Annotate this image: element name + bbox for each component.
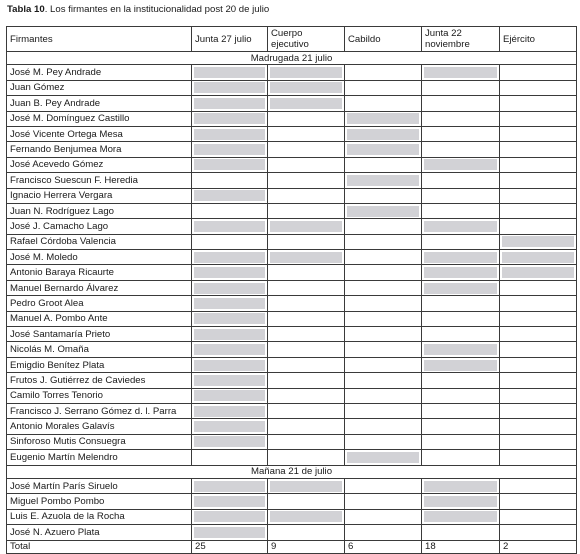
membership-cell	[345, 203, 422, 218]
membership-shade	[194, 511, 265, 522]
table-row	[7, 450, 577, 465]
header-cabildo: Cabildo	[345, 27, 422, 52]
membership-cell	[345, 219, 422, 234]
header-row	[7, 27, 577, 52]
membership-shade	[270, 221, 342, 232]
section-row	[7, 52, 577, 65]
membership-cell	[422, 111, 500, 126]
table-row	[7, 419, 577, 434]
membership-cell	[268, 311, 345, 326]
membership-cell	[268, 265, 345, 280]
membership-cell	[192, 203, 268, 218]
membership-cell	[345, 478, 422, 493]
table-row	[7, 173, 577, 188]
membership-cell	[345, 509, 422, 524]
membership-cell	[500, 342, 577, 357]
table-row	[7, 525, 577, 540]
membership-cell	[268, 173, 345, 188]
signatory-name: José Acevedo Gómez	[7, 157, 192, 172]
membership-cell	[268, 478, 345, 493]
table-row	[7, 403, 577, 418]
membership-cell	[422, 357, 500, 372]
membership-cell	[192, 525, 268, 540]
signatory-name: Camilo Torres Tenorio	[7, 388, 192, 403]
membership-cell	[422, 96, 500, 111]
membership-cell	[192, 434, 268, 449]
membership-shade	[347, 206, 419, 217]
signatory-name: Pedro Groot Alea	[7, 296, 192, 311]
membership-cell	[500, 327, 577, 342]
membership-cell	[345, 234, 422, 249]
membership-cell	[500, 403, 577, 418]
membership-cell	[500, 311, 577, 326]
membership-cell	[345, 280, 422, 295]
signatory-name: José J. Camacho Lago	[7, 219, 192, 234]
membership-cell	[500, 373, 577, 388]
membership-shade	[194, 221, 265, 232]
membership-shade	[270, 481, 342, 492]
membership-cell	[500, 219, 577, 234]
membership-cell	[192, 80, 268, 95]
membership-cell	[192, 373, 268, 388]
membership-cell	[345, 142, 422, 157]
table-row	[7, 234, 577, 249]
membership-cell	[345, 126, 422, 141]
membership-cell	[192, 219, 268, 234]
membership-shade	[194, 159, 265, 170]
membership-shade	[194, 113, 265, 124]
membership-cell	[422, 188, 500, 203]
membership-shade	[347, 175, 419, 186]
membership-shade	[502, 236, 574, 247]
membership-cell	[345, 111, 422, 126]
membership-cell	[268, 157, 345, 172]
membership-cell	[192, 296, 268, 311]
membership-cell	[268, 250, 345, 265]
signatory-name: Juan B. Pey Andrade	[7, 96, 192, 111]
total-row	[7, 540, 577, 553]
membership-cell	[345, 311, 422, 326]
table-row	[7, 327, 577, 342]
signatory-name: José Santamaría Prieto	[7, 327, 192, 342]
membership-cell	[268, 142, 345, 157]
membership-cell	[268, 327, 345, 342]
membership-cell	[192, 419, 268, 434]
membership-cell	[268, 96, 345, 111]
membership-cell	[500, 126, 577, 141]
membership-cell	[500, 111, 577, 126]
membership-cell	[192, 265, 268, 280]
table-caption	[7, 4, 269, 16]
membership-shade	[270, 67, 342, 78]
membership-shade	[424, 344, 497, 355]
membership-cell	[268, 357, 345, 372]
membership-shade	[194, 298, 265, 309]
membership-cell	[192, 311, 268, 326]
membership-cell	[500, 80, 577, 95]
membership-cell	[500, 234, 577, 249]
membership-cell	[192, 478, 268, 493]
membership-cell	[422, 509, 500, 524]
membership-cell	[345, 157, 422, 172]
header-junta-27-julio: Junta 27 julio	[192, 27, 268, 52]
membership-shade	[194, 527, 265, 538]
membership-cell	[422, 265, 500, 280]
membership-cell	[422, 250, 500, 265]
membership-cell	[192, 234, 268, 249]
membership-shade	[194, 344, 265, 355]
membership-cell	[345, 188, 422, 203]
signatory-name: Manuel Bernardo Álvarez	[7, 280, 192, 295]
membership-cell	[422, 65, 500, 80]
signatory-name: Frutos J. Gutiérrez de Caviedes	[7, 373, 192, 388]
membership-cell	[345, 250, 422, 265]
membership-cell	[422, 311, 500, 326]
membership-cell	[422, 296, 500, 311]
membership-cell	[422, 373, 500, 388]
signatories-table	[6, 26, 577, 554]
table-row	[7, 311, 577, 326]
membership-cell	[268, 203, 345, 218]
membership-cell	[192, 142, 268, 157]
section-row	[7, 465, 577, 478]
membership-cell	[268, 373, 345, 388]
membership-cell	[192, 96, 268, 111]
membership-cell	[192, 111, 268, 126]
membership-cell	[268, 188, 345, 203]
membership-cell	[422, 419, 500, 434]
table-body	[7, 52, 577, 554]
membership-cell	[345, 373, 422, 388]
membership-cell	[500, 478, 577, 493]
membership-cell	[422, 80, 500, 95]
membership-cell	[345, 265, 422, 280]
table-row	[7, 80, 577, 95]
caption-text: . Los firmantes en la institucionalidad post 20 de julio	[44, 4, 270, 15]
membership-cell	[192, 126, 268, 141]
signatory-name: Miguel Pombo Pombo	[7, 494, 192, 509]
header-cuerpo-ejecutivo: Cuerpo ejecutivo	[268, 27, 345, 52]
membership-shade	[424, 360, 497, 371]
membership-cell	[422, 342, 500, 357]
membership-cell	[268, 126, 345, 141]
signatory-name: Fernando Benjumea Mora	[7, 142, 192, 157]
membership-shade	[347, 113, 419, 124]
membership-cell	[422, 403, 500, 418]
signatory-name: Juan N. Rodríguez Lago	[7, 203, 192, 218]
table-row	[7, 342, 577, 357]
table-row	[7, 126, 577, 141]
membership-cell	[345, 450, 422, 465]
membership-cell	[192, 388, 268, 403]
membership-cell	[268, 525, 345, 540]
membership-cell	[345, 327, 422, 342]
membership-cell	[422, 327, 500, 342]
table-row	[7, 250, 577, 265]
table-row	[7, 96, 577, 111]
membership-shade	[194, 252, 265, 263]
membership-cell	[268, 403, 345, 418]
membership-cell	[422, 173, 500, 188]
membership-cell	[268, 296, 345, 311]
table-row	[7, 296, 577, 311]
membership-cell	[422, 126, 500, 141]
membership-cell	[268, 419, 345, 434]
membership-cell	[192, 509, 268, 524]
membership-shade	[424, 252, 497, 263]
total-value: 18	[422, 540, 500, 553]
membership-cell	[345, 419, 422, 434]
membership-shade	[424, 221, 497, 232]
membership-cell	[345, 388, 422, 403]
header-firmantes: Firmantes	[7, 27, 192, 52]
membership-cell	[500, 65, 577, 80]
membership-cell	[500, 357, 577, 372]
membership-cell	[268, 111, 345, 126]
table-row	[7, 188, 577, 203]
table-row	[7, 65, 577, 80]
signatory-name: Sinforoso Mutis Consuegra	[7, 434, 192, 449]
membership-cell	[422, 450, 500, 465]
signatory-name: José Vicente Ortega Mesa	[7, 126, 192, 141]
membership-cell	[500, 296, 577, 311]
section-title: Madrugada 21 julio	[7, 52, 577, 65]
signatory-name: José N. Azuero Plata	[7, 525, 192, 540]
membership-shade	[194, 267, 265, 278]
signatory-name: Nicolás M. Omaña	[7, 342, 192, 357]
header-ejercito: Ejército	[500, 27, 577, 52]
membership-cell	[268, 388, 345, 403]
membership-cell	[500, 142, 577, 157]
membership-shade	[424, 283, 497, 294]
membership-cell	[268, 494, 345, 509]
membership-shade	[424, 67, 497, 78]
membership-shade	[194, 144, 265, 155]
membership-cell	[345, 403, 422, 418]
membership-cell	[192, 342, 268, 357]
membership-cell	[192, 188, 268, 203]
membership-shade	[424, 159, 497, 170]
membership-cell	[500, 157, 577, 172]
membership-cell	[345, 80, 422, 95]
membership-cell	[192, 280, 268, 295]
membership-cell	[422, 280, 500, 295]
membership-shade	[194, 390, 265, 401]
signatory-name: José Martín París Siruelo	[7, 478, 192, 493]
table-row	[7, 280, 577, 295]
table-row	[7, 157, 577, 172]
membership-cell	[500, 280, 577, 295]
membership-shade	[194, 82, 265, 93]
membership-cell	[268, 342, 345, 357]
membership-cell	[345, 434, 422, 449]
membership-cell	[192, 450, 268, 465]
membership-cell	[422, 478, 500, 493]
signatory-name: Ignacio Herrera Vergara	[7, 188, 192, 203]
table-row	[7, 373, 577, 388]
table-row	[7, 494, 577, 509]
total-value: 2	[500, 540, 577, 553]
membership-cell	[500, 203, 577, 218]
membership-cell	[500, 494, 577, 509]
total-value: 6	[345, 540, 422, 553]
total-value: 9	[268, 540, 345, 553]
membership-shade	[270, 98, 342, 109]
signatory-name: Eugenio Martín Melendro	[7, 450, 192, 465]
membership-shade	[347, 452, 419, 463]
table-row	[7, 509, 577, 524]
membership-cell	[500, 419, 577, 434]
membership-cell	[422, 494, 500, 509]
membership-cell	[192, 494, 268, 509]
membership-cell	[500, 388, 577, 403]
membership-cell	[345, 525, 422, 540]
signatory-name: Francisco Suescun F. Heredia	[7, 173, 192, 188]
table-row	[7, 265, 577, 280]
membership-shade	[424, 481, 497, 492]
membership-cell	[422, 234, 500, 249]
membership-cell	[422, 219, 500, 234]
membership-cell	[192, 65, 268, 80]
membership-shade	[424, 511, 497, 522]
membership-cell	[345, 96, 422, 111]
membership-cell	[345, 65, 422, 80]
membership-cell	[345, 173, 422, 188]
table-row	[7, 142, 577, 157]
membership-cell	[500, 434, 577, 449]
signatory-name: José M. Moledo	[7, 250, 192, 265]
table-row	[7, 357, 577, 372]
membership-shade	[270, 82, 342, 93]
membership-shade	[347, 144, 419, 155]
membership-shade	[270, 511, 342, 522]
signatory-name: Emigdio Benítez Plata	[7, 357, 192, 372]
membership-cell	[192, 327, 268, 342]
membership-cell	[192, 403, 268, 418]
membership-cell	[268, 219, 345, 234]
membership-shade	[194, 129, 265, 140]
membership-cell	[500, 525, 577, 540]
signatory-name: Rafael Córdoba Valencia	[7, 234, 192, 249]
table-row	[7, 219, 577, 234]
membership-shade	[502, 252, 574, 263]
membership-cell	[500, 265, 577, 280]
membership-shade	[194, 67, 265, 78]
total-label: Total	[7, 540, 192, 553]
membership-shade	[194, 375, 265, 386]
signatory-name: Juan Gómez	[7, 80, 192, 95]
membership-cell	[268, 434, 345, 449]
membership-shade	[347, 129, 419, 140]
membership-cell	[422, 434, 500, 449]
signatory-name: Francisco J. Serrano Gómez d. l. Parra	[7, 403, 192, 418]
membership-shade	[194, 313, 265, 324]
table-row	[7, 203, 577, 218]
membership-cell	[192, 357, 268, 372]
membership-cell	[422, 157, 500, 172]
signatory-name: José M. Domínguez Castillo	[7, 111, 192, 126]
membership-cell	[268, 509, 345, 524]
membership-cell	[500, 188, 577, 203]
table-row	[7, 478, 577, 493]
membership-cell	[500, 173, 577, 188]
membership-cell	[268, 80, 345, 95]
membership-cell	[500, 509, 577, 524]
table-row	[7, 111, 577, 126]
membership-cell	[422, 525, 500, 540]
membership-shade	[194, 360, 265, 371]
membership-shade	[502, 267, 574, 278]
signatory-name: Antonio Baraya Ricaurte	[7, 265, 192, 280]
membership-cell	[422, 203, 500, 218]
membership-cell	[268, 450, 345, 465]
membership-cell	[345, 357, 422, 372]
membership-cell	[192, 250, 268, 265]
membership-cell	[422, 142, 500, 157]
membership-shade	[194, 190, 265, 201]
header-junta-22-noviembre: Junta 22 noviembre	[422, 27, 500, 52]
membership-cell	[345, 296, 422, 311]
membership-cell	[192, 173, 268, 188]
caption-label: Tabla 10	[7, 4, 45, 15]
signatory-name: José M. Pey Andrade	[7, 65, 192, 80]
membership-shade	[424, 267, 497, 278]
membership-shade	[194, 406, 265, 417]
signatory-name: Antonio Morales Galavís	[7, 419, 192, 434]
membership-shade	[194, 436, 265, 447]
total-value: 25	[192, 540, 268, 553]
membership-shade	[194, 283, 265, 294]
membership-shade	[270, 252, 342, 263]
table-row	[7, 434, 577, 449]
membership-cell	[422, 388, 500, 403]
membership-shade	[194, 481, 265, 492]
membership-shade	[194, 98, 265, 109]
membership-cell	[345, 494, 422, 509]
membership-cell	[268, 65, 345, 80]
membership-shade	[194, 329, 265, 340]
membership-cell	[500, 96, 577, 111]
membership-cell	[500, 450, 577, 465]
membership-cell	[268, 234, 345, 249]
membership-cell	[500, 250, 577, 265]
membership-shade	[194, 421, 265, 432]
signatory-name: Luis E. Azuola de la Rocha	[7, 509, 192, 524]
membership-cell	[192, 157, 268, 172]
section-title: Mañana 21 de julio	[7, 465, 577, 478]
table-row	[7, 388, 577, 403]
membership-cell	[268, 280, 345, 295]
membership-cell	[345, 342, 422, 357]
signatory-name: Manuel A. Pombo Ante	[7, 311, 192, 326]
